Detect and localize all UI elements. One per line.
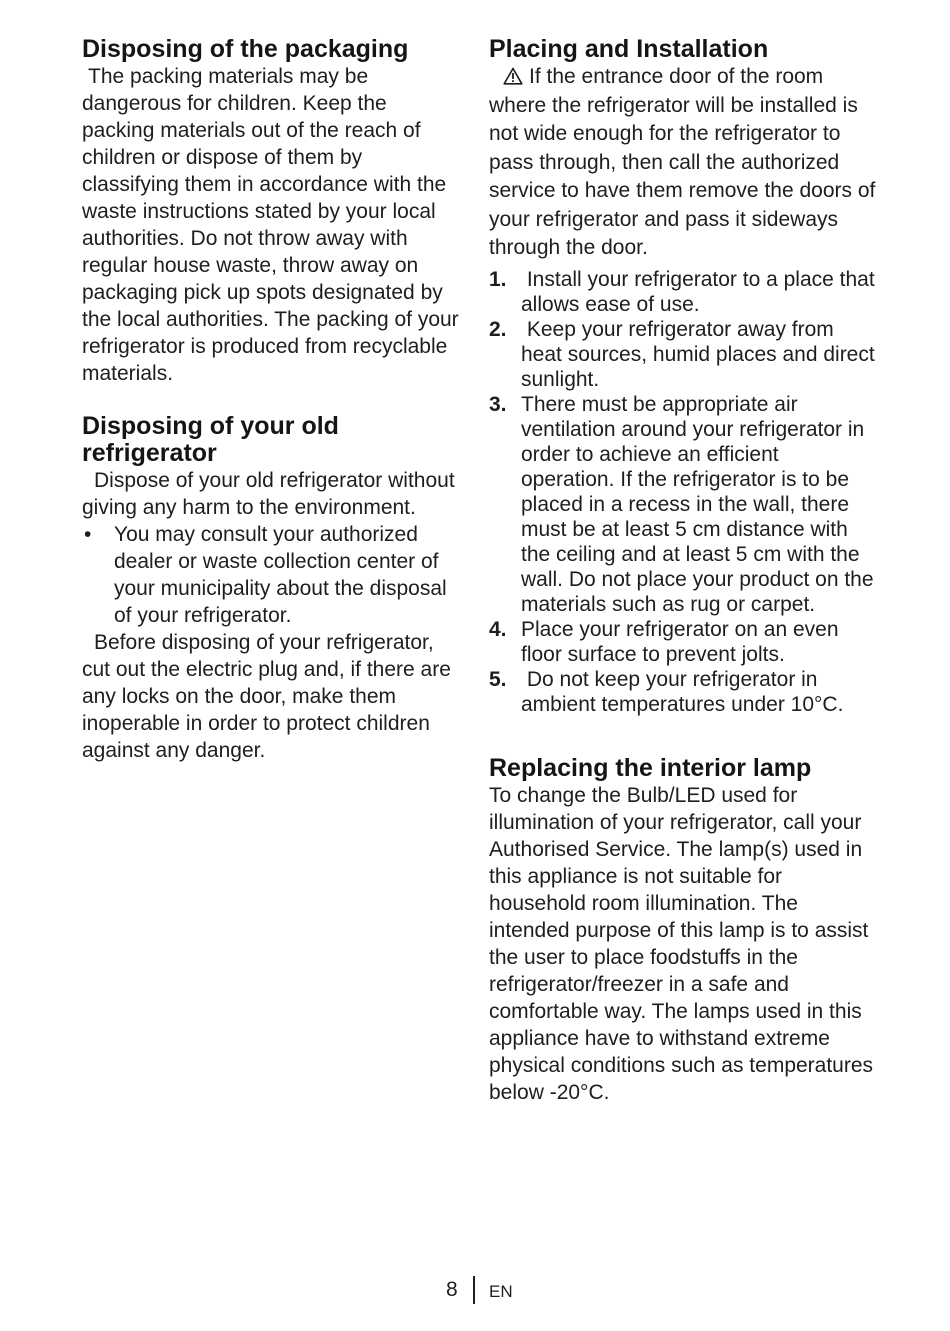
list-item bbox=[82, 521, 460, 629]
lamp-body: To change the Bulb/LED used for illumination of your refrigerator, call your Authorised Service. The lamp(s) used in this appliance is not suitable for household room illumination. The intended purpose of this lamp is to assist the user to place foodstuffs in the refrigerator/freezer in a safe and comfortable way. The lamps used in this appliance have to withstand extreme physical conditions such as temperatures below -20°C. bbox=[489, 783, 874, 1104]
bullet-icon: • bbox=[84, 523, 92, 546]
step-number: 3. bbox=[489, 392, 507, 416]
list-item bbox=[489, 667, 877, 717]
left-column bbox=[82, 36, 460, 764]
installation-steps bbox=[489, 267, 881, 717]
list-item bbox=[489, 317, 881, 392]
step-number: 4. bbox=[489, 617, 507, 641]
warning-text: If the entrance door of the room where the refrigerator will be installed is not wide enough for the refrigerator to pass through, then call the authorized service to have them remove the doors of your refrigerator and pass it sideways through the door. bbox=[489, 65, 876, 259]
list-item bbox=[489, 392, 880, 617]
heading-disposing-old-fridge: Disposing of your old refrigerator bbox=[82, 412, 339, 467]
step-number: 5. bbox=[489, 667, 507, 691]
footer-divider bbox=[473, 1276, 475, 1304]
step-text: Place your refrigerator on an even floor surface to prevent jolts. bbox=[521, 617, 845, 666]
step-number: 1. bbox=[489, 267, 507, 291]
section-disposing-old-fridge bbox=[82, 413, 460, 764]
section-placing-installation bbox=[489, 35, 881, 717]
step-text: Do not keep your refrigerator in ambient temperatures under 10°C. bbox=[521, 667, 844, 716]
heading-placing-installation: Placing and Installation bbox=[489, 35, 769, 63]
heading-replacing-lamp: Replacing the interior lamp bbox=[489, 753, 812, 782]
section-replacing-lamp bbox=[489, 755, 877, 1106]
old-fridge-bullet-list bbox=[82, 521, 460, 629]
step-text: Install your refrigerator to a place that allows ease of use. bbox=[521, 267, 881, 316]
page-number: 8 bbox=[446, 1278, 458, 1301]
warning-triangle-icon bbox=[503, 67, 523, 85]
old-fridge-intro: Dispose of your old refrigerator without giving any harm to the environment. bbox=[82, 469, 455, 519]
right-column bbox=[489, 35, 881, 1106]
list-item bbox=[489, 617, 877, 667]
packaging-body: The packing materials may be dangerous for children. Keep the packing materials out of the reach of children or dispose of them by classifying them in accordance with the waste instructions stated by your local authorities. Do not throw away with regular house waste, throw away on packaging pick up spots designated by the local authorities. The packing of your refrigerator is produced from recyclable materials. bbox=[82, 65, 459, 385]
bullet-text: You may consult your authorized dealer or waste collection center of your municipality about the disposal of your refrigerator. bbox=[114, 523, 447, 627]
step-number: 2. bbox=[489, 317, 507, 341]
section-disposing-packaging bbox=[82, 36, 460, 387]
step-text: There must be appropriate air ventilation around your refrigerator in order to achieve an efficient operation. If the refrigerator is to be placed in a recess in the wall, there must be at least 5 cm distance with the ceiling and at least 5 cm with the wall. Do not place your product on the materials such as rug or carpet. bbox=[521, 392, 880, 616]
old-fridge-outro: Before disposing of your refrigerator, cut out the electric plug and, if there are any locks on the door, make them inoperable in order to protect children against any danger. bbox=[82, 631, 451, 762]
heading-disposing-packaging: Disposing of the packaging bbox=[82, 35, 409, 63]
step-text: Keep your refrigerator away from heat sources, humid places and direct sunlight. bbox=[521, 317, 881, 391]
warning-paragraph bbox=[489, 63, 877, 263]
language-code: EN bbox=[489, 1282, 513, 1301]
list-item bbox=[489, 267, 881, 317]
page-footer bbox=[0, 1276, 950, 1306]
